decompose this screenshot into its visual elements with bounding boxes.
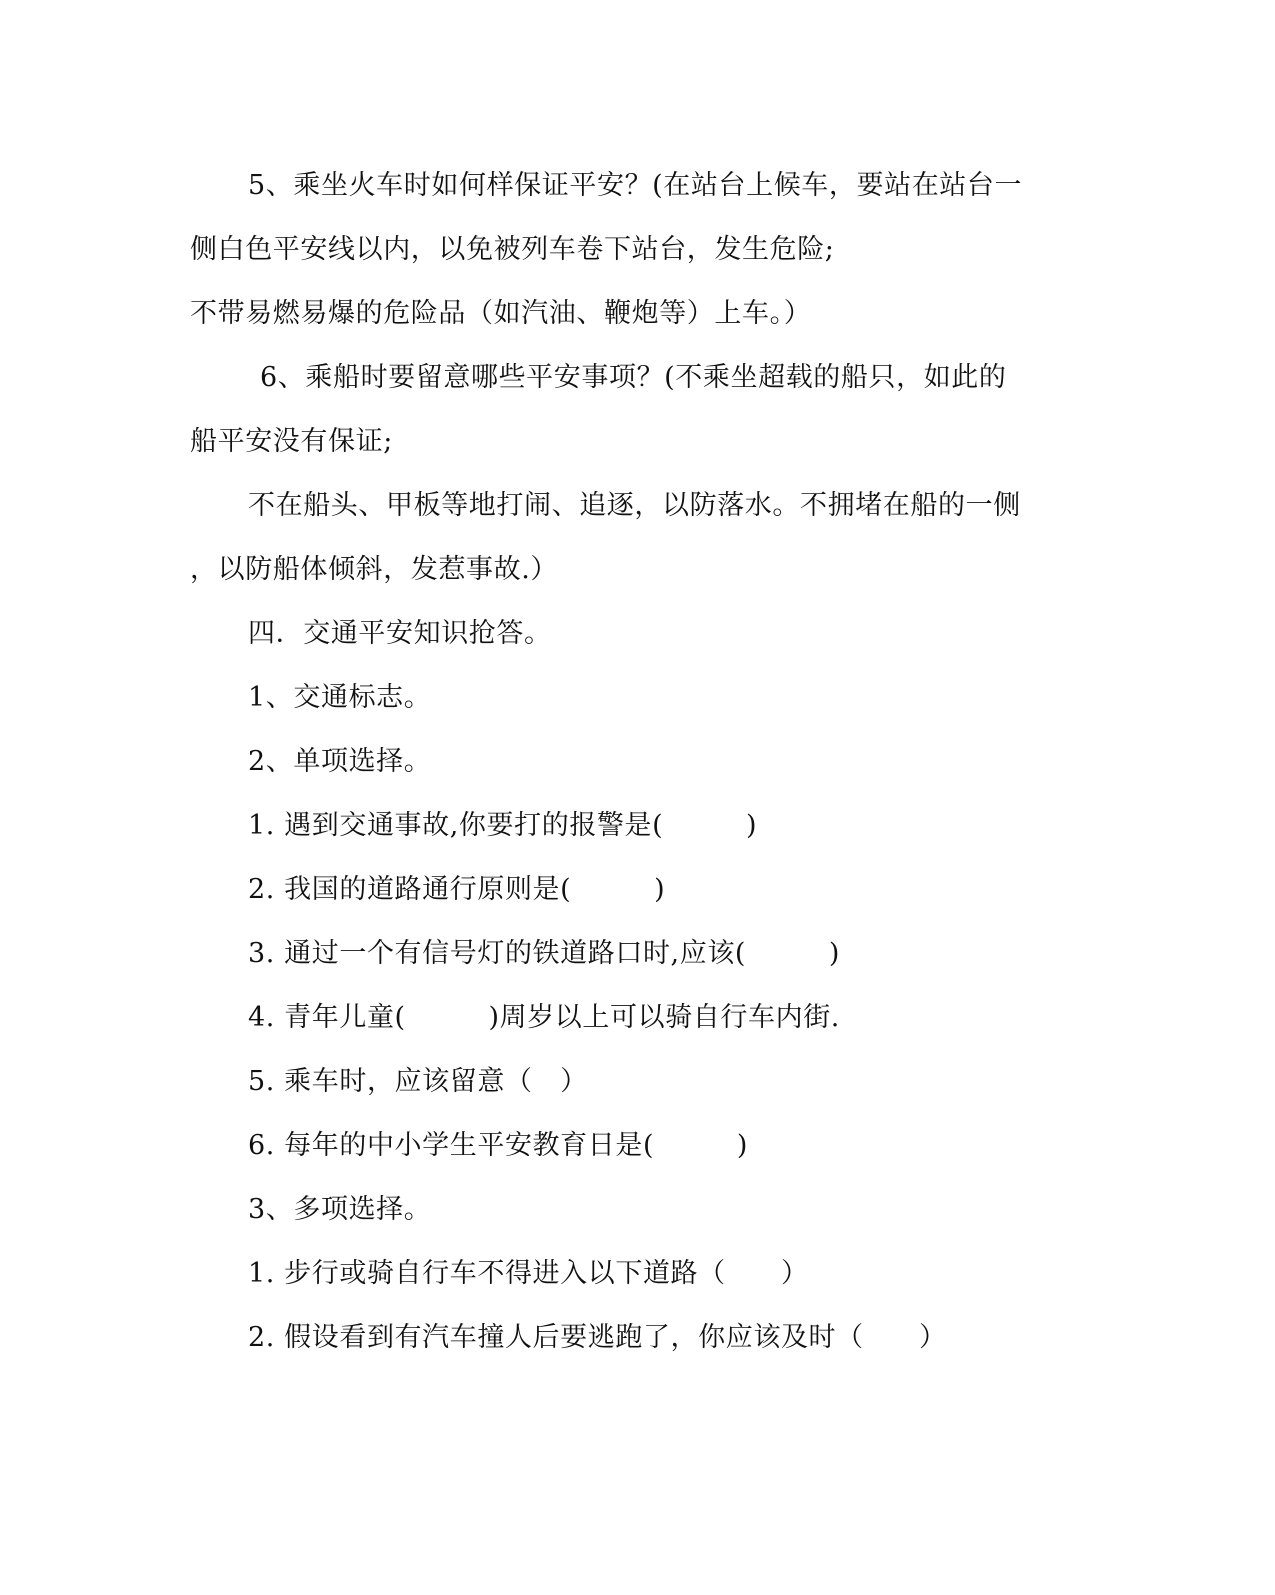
paragraph-ship-safety-line-2: 船平安没有保证; <box>190 426 393 457</box>
question-single-4: 4. 青年儿童( )周岁以上可以骑自行车内街. <box>248 1002 840 1033</box>
question-single-6: 6. 每年的中小学生平安教育日是( ) <box>248 1130 749 1161</box>
question-single-1: 1. 遇到交通事故,你要打的报警是( ) <box>248 810 758 841</box>
paragraph-train-safety-line-3: 不带易燃易爆的危险品（如汽油、鞭炮等）上车。） <box>190 298 812 329</box>
question-multiple-1: 1. 步行或骑自行车不得进入以下道路（ ） <box>248 1258 809 1289</box>
paragraph-ship-safety-line-1: 6、乘船时要留意哪些平安事项？(不乘坐超载的船只，如此的 <box>260 362 1007 393</box>
section-heading-quiz: 四．交通平安知识抢答。 <box>248 618 552 649</box>
subheading-multiple-choice: 3、多项选择。 <box>248 1194 432 1225</box>
subheading-traffic-signs: 1、交通标志。 <box>248 682 432 713</box>
question-single-3: 3. 通过一个有信号灯的铁道路口时,应该( ) <box>248 938 840 969</box>
question-multiple-2: 2. 假设看到有汽车撞人后要逃跑了，你应该及时（ ） <box>248 1322 947 1353</box>
paragraph-train-safety-line-1: 5、乘坐火车时如何样保证平安？(在站台上候车，要站在站台一 <box>248 170 1023 201</box>
paragraph-train-safety-line-2: 侧白色平安线以内，以免被列车卷下站台，发生危险; <box>190 234 835 265</box>
paragraph-ship-rules-line-2: ，以防船体倾斜，发惹事故.） <box>190 554 558 585</box>
paragraph-ship-rules-line-1: 不在船头、甲板等地打闹、追逐，以防落水。不拥堵在船的一侧 <box>248 490 1021 521</box>
question-single-2: 2. 我国的道路通行原则是( ) <box>248 874 666 905</box>
subheading-single-choice: 2、单项选择。 <box>248 746 432 777</box>
question-single-5: 5. 乘车时，应该留意（ ） <box>248 1066 588 1097</box>
